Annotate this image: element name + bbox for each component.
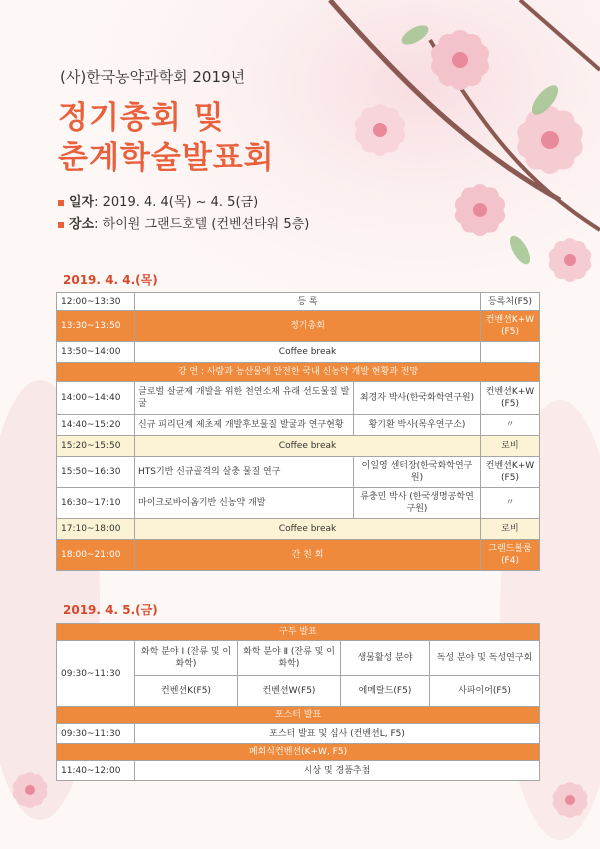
speaker-cell: 최경자 박사(한국화학연구원) [354,382,481,415]
table-row [57,382,540,415]
lecture-banner-row [57,363,540,382]
table-row [57,641,540,676]
table-row [57,724,540,744]
speaker-cell: 이일영 센터장(한국화학연구원) [354,457,481,488]
event-cell: 정기총회 [135,311,481,342]
event-cell: 포스터 발표 및 심사 (컨벤션L, F5) [135,724,540,744]
day2-date: 2019. 4. 5.(금) [63,603,158,617]
time-cell: 12:00~13:30 [57,293,135,311]
closing-banner-row [57,744,540,761]
location-cell: 〃 [481,488,540,519]
place-value: : 하이원 그랜드호텔 (컨벤션타워 5층) [94,217,310,232]
location-cell: 컨벤션K+W (F5) [481,382,540,415]
event-cell: Coffee break [135,519,481,540]
bullet-icon [58,222,64,228]
session-name-cell: 독성 분야 및 독성연구회 [430,641,540,676]
table-row [57,540,540,571]
day2-schedule-table [56,623,540,781]
location-cell: 컨벤션K+W (F5) [481,457,540,488]
time-cell: 13:50~14:00 [57,342,135,363]
room-cell: 사파이어(F5) [430,676,540,707]
table-row [57,293,540,311]
event-cell: 시상 및 경품추첨 [135,761,540,781]
oral-banner-row [57,624,540,641]
room-cell: 에메랄드(F5) [341,676,430,707]
time-cell: 14:40~15:20 [57,415,135,436]
bullet-icon [58,200,64,206]
table-row [57,342,540,363]
event-place-row [58,214,309,236]
date-label: 일자 [69,195,95,210]
session-name-cell: 화학 분야 Ⅱ (잔류 및 이화학) [238,641,341,676]
talk-title-cell: 글로벌 살균제 개발을 위한 천연소재 유래 선도물질 발굴 [135,382,354,415]
time-cell: 14:00~14:40 [57,382,135,415]
location-cell: 등록처(F5) [481,293,540,311]
location-cell: 컨벤션K+W (F5) [481,311,540,342]
time-cell: 09:30~11:30 [57,641,135,707]
room-cell: 컨벤션K(F5) [135,676,238,707]
time-cell: 17:10~18:00 [57,519,135,540]
table-row [57,457,540,488]
time-cell: 11:40~12:00 [57,761,135,781]
session-name-cell: 화학 분야 Ⅰ (잔류 및 이화학) [135,641,238,676]
poster-banner-row [57,707,540,724]
page-title [58,98,275,178]
location-cell: 그랜드볼룸 (F4) [481,540,540,571]
poster-banner: 포스터 발표 [57,707,540,724]
talk-title-cell: 마이크로바이옴기반 신농약 개발 [135,488,354,519]
time-cell: 15:20~15:50 [57,436,135,457]
location-cell: 로비 [481,436,540,457]
day1-date: 2019. 4. 4.(목) [63,273,158,287]
location-cell: 〃 [481,415,540,436]
title-line-1: 정기총회 및 [58,100,225,136]
time-cell: 16:30~17:10 [57,488,135,519]
organizer-text: (사)한국농약과학회 2019년 [60,68,246,86]
day1-schedule-table [56,292,540,571]
table-row [57,519,540,540]
table-row [57,311,540,342]
location-cell [481,342,540,363]
talk-title-cell: HTS기반 신규골격의 살충 물질 연구 [135,457,354,488]
event-date-row [58,192,309,214]
event-cell: 간 친 회 [135,540,481,571]
closing-banner: 폐회식컨벤션(K+W, F5) [57,744,540,761]
title-line-2: 춘계학술발표회 [58,140,275,176]
time-cell: 18:00~21:00 [57,540,135,571]
time-cell: 13:30~13:50 [57,311,135,342]
table-row [57,488,540,519]
event-cell: 등 록 [135,293,481,311]
session-name-cell: 생물활성 분야 [341,641,430,676]
time-cell: 15:50~16:30 [57,457,135,488]
event-meta [58,192,309,236]
lecture-banner: 강 연 : 사람과 농산물에 안전한 국내 신농약 개발 현황과 전망 [57,363,540,382]
table-row [57,761,540,781]
speaker-cell: 황기환 박사(목우연구소) [354,415,481,436]
place-label: 장소 [69,217,95,232]
table-row [57,415,540,436]
event-cell: Coffee break [135,342,481,363]
table-row [57,436,540,457]
talk-title-cell: 신규 피리딘계 제초제 개발후보물질 발굴과 연구현황 [135,415,354,436]
event-cell: Coffee break [135,436,481,457]
date-value: : 2019. 4. 4(목) ~ 4. 5(금) [94,195,259,210]
room-cell: 컨벤션W(F5) [238,676,341,707]
time-cell: 09:30~11:30 [57,724,135,744]
speaker-cell: 류충민 박사 (한국생명공학연구원) [354,488,481,519]
oral-banner: 구두 발표 [57,624,540,641]
location-cell: 로비 [481,519,540,540]
